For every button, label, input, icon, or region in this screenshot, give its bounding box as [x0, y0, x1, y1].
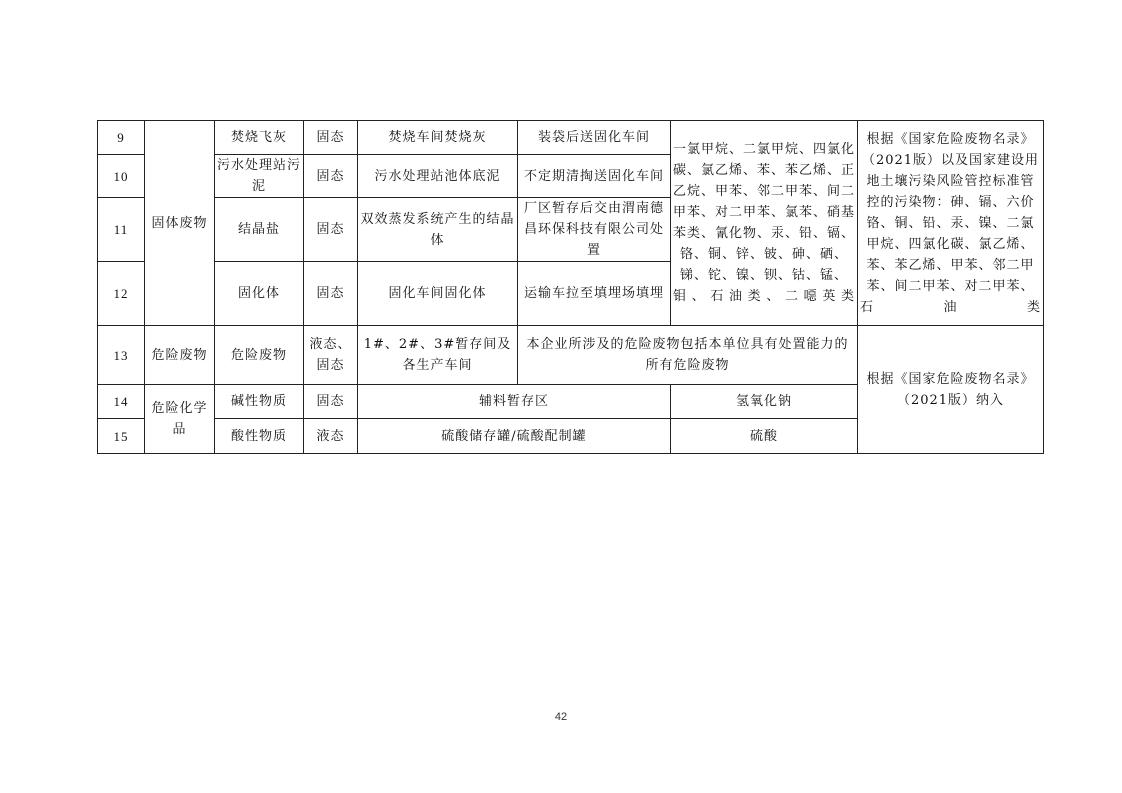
table-row	[98, 326, 1044, 385]
row-number: 10	[98, 155, 145, 198]
item-name: 碱性物质	[215, 385, 304, 419]
item-name: 酸性物质	[215, 419, 304, 454]
item-name: 危险废物	[215, 326, 304, 385]
hazard-table	[97, 120, 1044, 454]
item-state: 固态	[304, 198, 358, 262]
page-number: 42	[554, 711, 568, 723]
item-description: 本企业所涉及的危险废物包括本单位具有处置能力的所有危险废物	[518, 326, 858, 385]
group-hazardous-waste: 危险废物	[145, 326, 215, 385]
item-location: 硫酸储存罐/硫酸配制罐	[358, 419, 671, 454]
item-disposal: 厂区暂存后交由渭南德昌环保科技有限公司处置	[518, 198, 671, 262]
standard-cell: 根据《国家危险废物名录》（2021版）以及国家建设用地土壤污染风险管控标准管控的污染物：砷、镉、六价铬、铜、铅、汞、镍、二氯甲烷、四氯化碳、氯乙烯、苯、苯乙烯、甲苯、邻二甲苯、间二甲苯、对二甲苯、石油类	[858, 121, 1044, 326]
item-substance: 氢氧化钠	[671, 385, 858, 419]
pollutants-cell: 一氯甲烷、二氯甲烷、四氯化碳、氯乙烯、苯、苯乙烯、正乙烷、甲苯、邻二甲苯、间二甲苯、对二甲苯、氯苯、硝基苯类、氰化物、汞、铅、镉、铬、铜、锌、铍、砷、硒、锑、铊、镍、钡、钴、锰、钼、石油类、二噁英类	[671, 121, 858, 326]
item-source: 焚烧车间焚烧灰	[358, 121, 518, 155]
item-state: 固态	[304, 262, 358, 326]
item-name: 固化体	[215, 262, 304, 326]
row-number: 13	[98, 326, 145, 385]
item-state: 固态	[304, 155, 358, 198]
item-disposal: 装袋后送固化车间	[518, 121, 671, 155]
item-state: 固态	[304, 121, 358, 155]
item-source: 固化车间固化体	[358, 262, 518, 326]
item-state: 液态	[304, 419, 358, 454]
row-number: 12	[98, 262, 145, 326]
item-state: 固态	[304, 385, 358, 419]
row-number: 11	[98, 198, 145, 262]
row-number: 9	[98, 121, 145, 155]
item-source: 污水处理站池体底泥	[358, 155, 518, 198]
item-substance: 硫酸	[671, 419, 858, 454]
standard-cell-bottom: 根据《国家危险废物名录》（2021版）纳入	[858, 326, 1044, 454]
item-source: 双效蒸发系统产生的结晶体	[358, 198, 518, 262]
item-name: 焚烧飞灰	[215, 121, 304, 155]
row-number: 14	[98, 385, 145, 419]
table-row	[98, 121, 1044, 155]
row-number: 15	[98, 419, 145, 454]
item-disposal: 不定期清掏送固化车间	[518, 155, 671, 198]
group-solid-waste: 固体废物	[145, 121, 215, 326]
item-location: 1#、2#、3#暂存间及各生产车间	[358, 326, 518, 385]
item-state: 液态、固态	[304, 326, 358, 385]
group-hazardous-chemicals: 危险化学品	[145, 385, 215, 454]
item-disposal: 运输车拉至填埋场填埋	[518, 262, 671, 326]
item-name: 污水处理站污泥	[215, 155, 304, 198]
item-name: 结晶盐	[215, 198, 304, 262]
item-location: 辅料暂存区	[358, 385, 671, 419]
